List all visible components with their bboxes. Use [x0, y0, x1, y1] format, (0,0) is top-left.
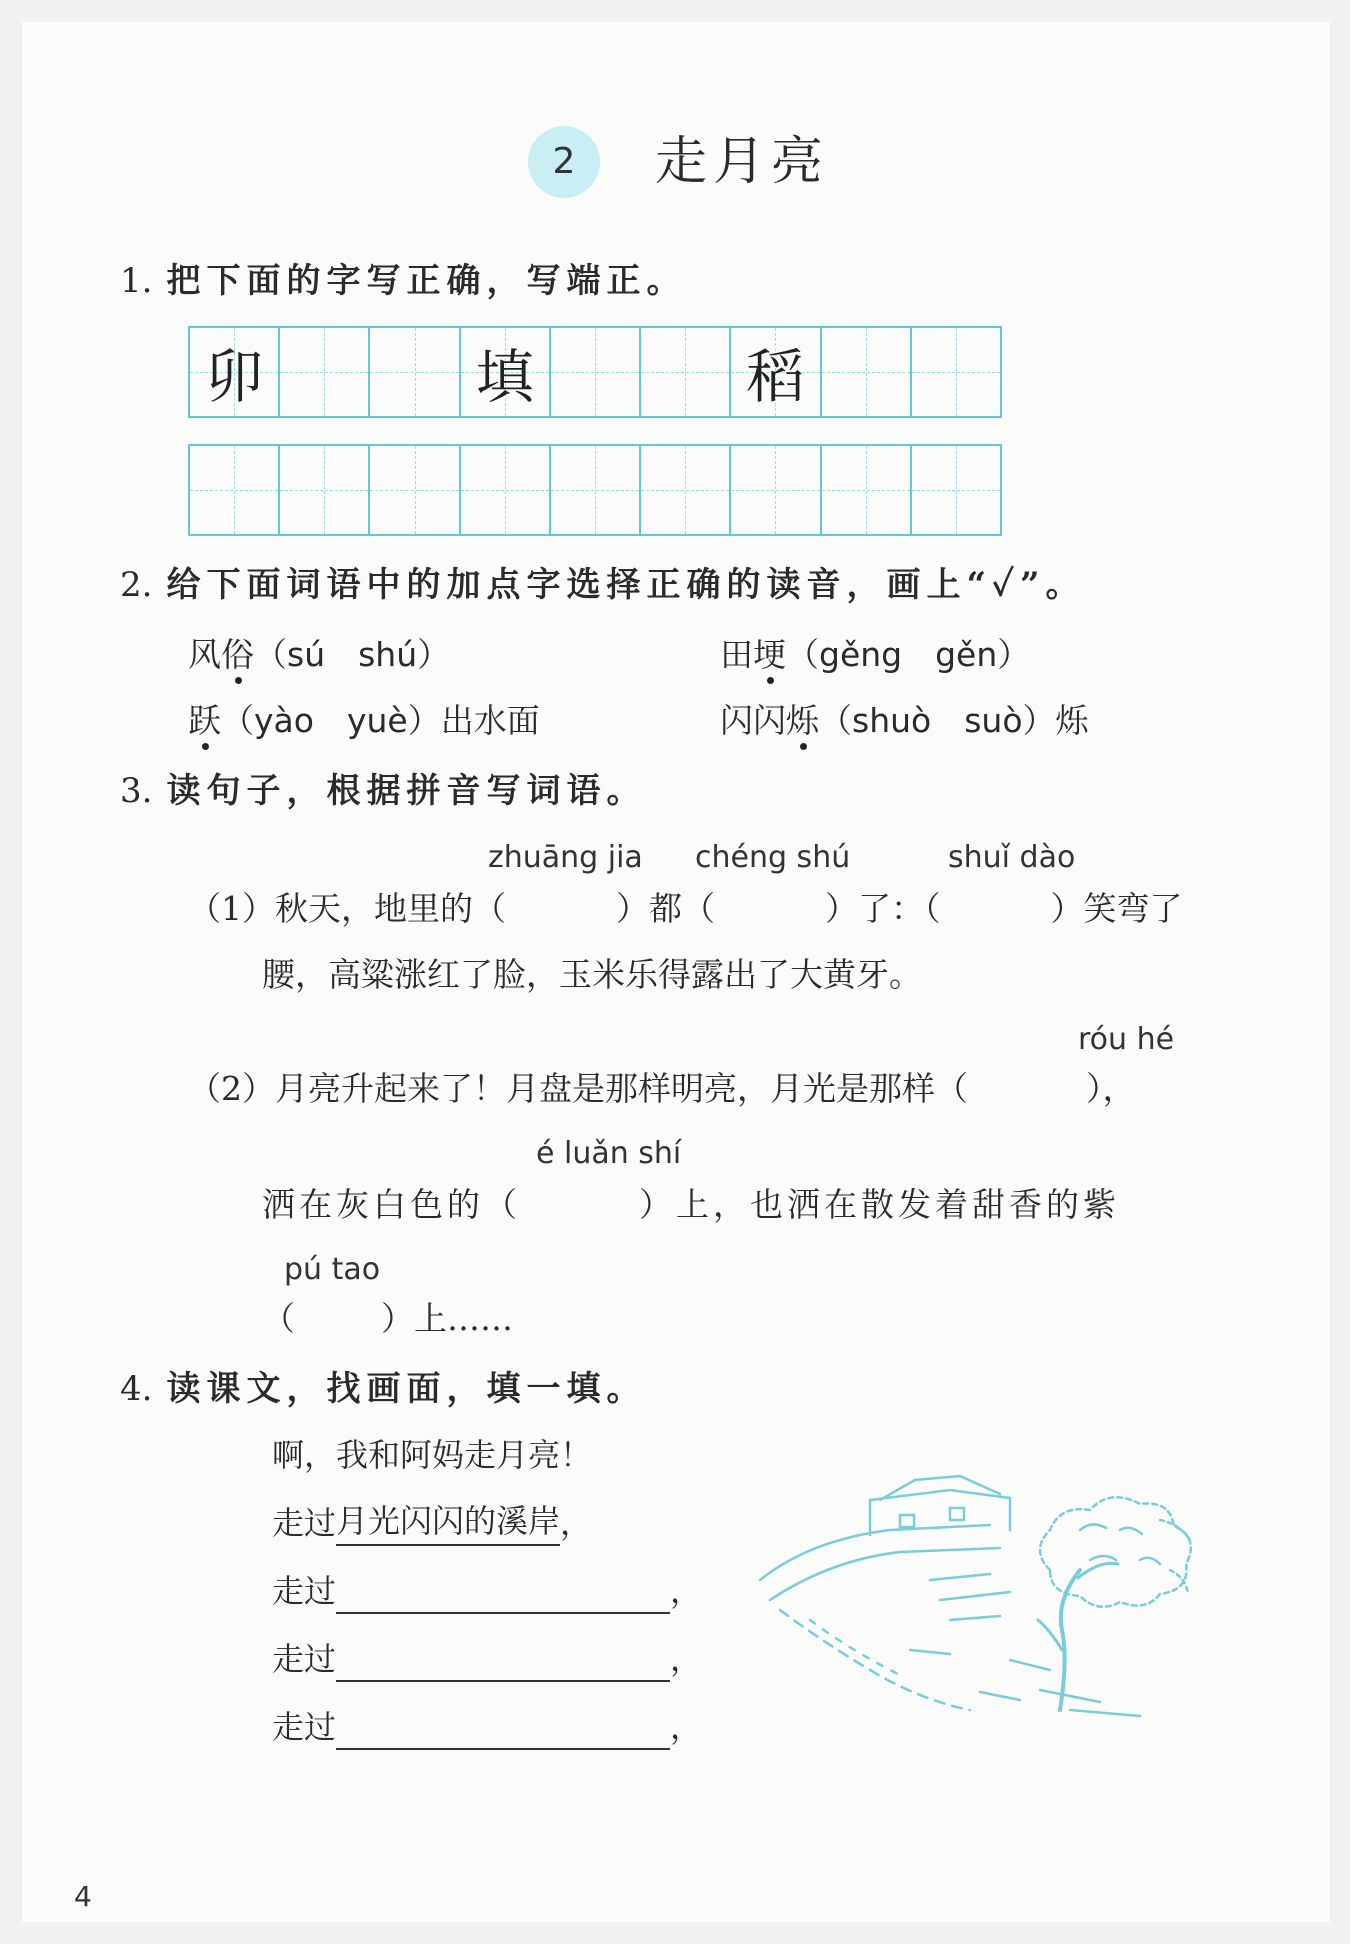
- pinyin-hint: é luǎn shí: [536, 1136, 682, 1171]
- question-number: 3.: [120, 771, 153, 811]
- grid-cell[interactable]: [280, 328, 370, 416]
- grid-cell[interactable]: [912, 446, 1000, 534]
- answer-line[interactable]: [336, 1708, 670, 1750]
- question-4-heading: [120, 1364, 646, 1414]
- grid-cell[interactable]: [912, 328, 1000, 416]
- dotted-char: 埂: [753, 635, 786, 674]
- sentence-2-line-2: 洒在灰白色的（ ）上，也洒在散发着甜香的紫: [262, 1185, 1120, 1224]
- grid-cell[interactable]: [641, 328, 731, 416]
- grid-cell[interactable]: [370, 328, 460, 416]
- question-1-heading: [120, 256, 686, 306]
- pinyin-options[interactable]: （shuò suò）: [819, 701, 1056, 740]
- lesson-number-badge: 2: [528, 126, 600, 198]
- poem-example-line: 走过月光闪闪的溪岸，: [272, 1498, 592, 1546]
- grid-cell[interactable]: [641, 446, 731, 534]
- pinyin-options[interactable]: （yào yuè）: [221, 701, 441, 740]
- grid-cell[interactable]: [551, 446, 641, 534]
- pinyin-hint: chéng shú: [695, 840, 851, 875]
- writing-grid-row-2[interactable]: [188, 444, 1002, 536]
- question-number: 4.: [120, 1369, 153, 1409]
- grid-cell[interactable]: [461, 446, 551, 534]
- question-number: 1.: [120, 261, 153, 301]
- sentence-2-line-3: （ ）上……: [262, 1299, 513, 1338]
- sentence-1-line-2: 腰，高粱涨红了脸，玉米乐得露出了大黄牙。: [262, 955, 922, 994]
- reading-item: 风俗（sú shú）: [188, 635, 451, 674]
- grid-cell[interactable]: [370, 446, 460, 534]
- question-text: 给下面词语中的加点字选择正确的读音，画上“✓”。: [166, 565, 1086, 605]
- grid-cell[interactable]: [551, 328, 641, 416]
- poem-fill-line: 走过 ，: [272, 1636, 702, 1682]
- poem-line: 啊，我和阿妈走月亮！: [272, 1436, 593, 1474]
- grid-cell[interactable]: [280, 446, 370, 534]
- dotted-char: 跃: [188, 701, 221, 740]
- lesson-title: 走月亮: [655, 132, 830, 192]
- page-number: 4: [74, 1880, 92, 1913]
- dotted-char: 俗: [221, 635, 254, 674]
- writing-grid-row-1[interactable]: [188, 326, 1002, 418]
- grid-cell[interactable]: [822, 328, 912, 416]
- poem-fill-line: 走过 ，: [272, 1704, 702, 1750]
- question-2-heading: [120, 560, 1086, 610]
- grid-cell[interactable]: [190, 446, 280, 534]
- sentence-1-line-1: （1）秋天，地里的（ ）都（ ）了：（ ）笑弯了: [188, 889, 1183, 928]
- answer-line[interactable]: [336, 1640, 670, 1682]
- example-answer: 月光闪闪的溪岸: [336, 1498, 560, 1546]
- poem-fill-line: 走过 ，: [272, 1568, 702, 1614]
- village-tree-illustration: [750, 1460, 1230, 1730]
- question-text: 读课文，找画面，填一填。: [166, 1369, 647, 1409]
- pinyin-hint: pú tao: [284, 1252, 381, 1287]
- pinyin-hint: róu hé: [1078, 1022, 1175, 1057]
- grid-cell[interactable]: 卯: [190, 328, 280, 416]
- question-text: 把下面的字写正确，写端正。: [166, 261, 687, 301]
- question-3-heading: [120, 766, 646, 816]
- pinyin-hint: zhuāng jia: [488, 840, 643, 875]
- sentence-2-line-1: （2）月亮升起来了！月盘是那样明亮，月光是那样（ ），: [188, 1069, 1136, 1108]
- dotted-char: 烁: [786, 701, 819, 740]
- grid-cell[interactable]: 稻: [731, 328, 821, 416]
- reading-item: 跃（yào yuè）出水面: [188, 701, 540, 740]
- answer-line[interactable]: [336, 1572, 670, 1614]
- pinyin-hint: shuǐ dào: [948, 840, 1076, 875]
- grid-cell[interactable]: [822, 446, 912, 534]
- grid-cell[interactable]: 填: [461, 328, 551, 416]
- grid-cell[interactable]: [731, 446, 821, 534]
- reading-item: 闪闪烁（shuò suò）烁: [720, 701, 1089, 740]
- pinyin-options[interactable]: （sú shú）: [254, 635, 451, 674]
- pinyin-options[interactable]: （gěng gěn）: [786, 635, 1031, 674]
- reading-item: 田埂（gěng gěn）: [720, 635, 1031, 674]
- question-number: 2.: [120, 565, 153, 605]
- question-text: 读句子，根据拼音写词语。: [166, 771, 647, 811]
